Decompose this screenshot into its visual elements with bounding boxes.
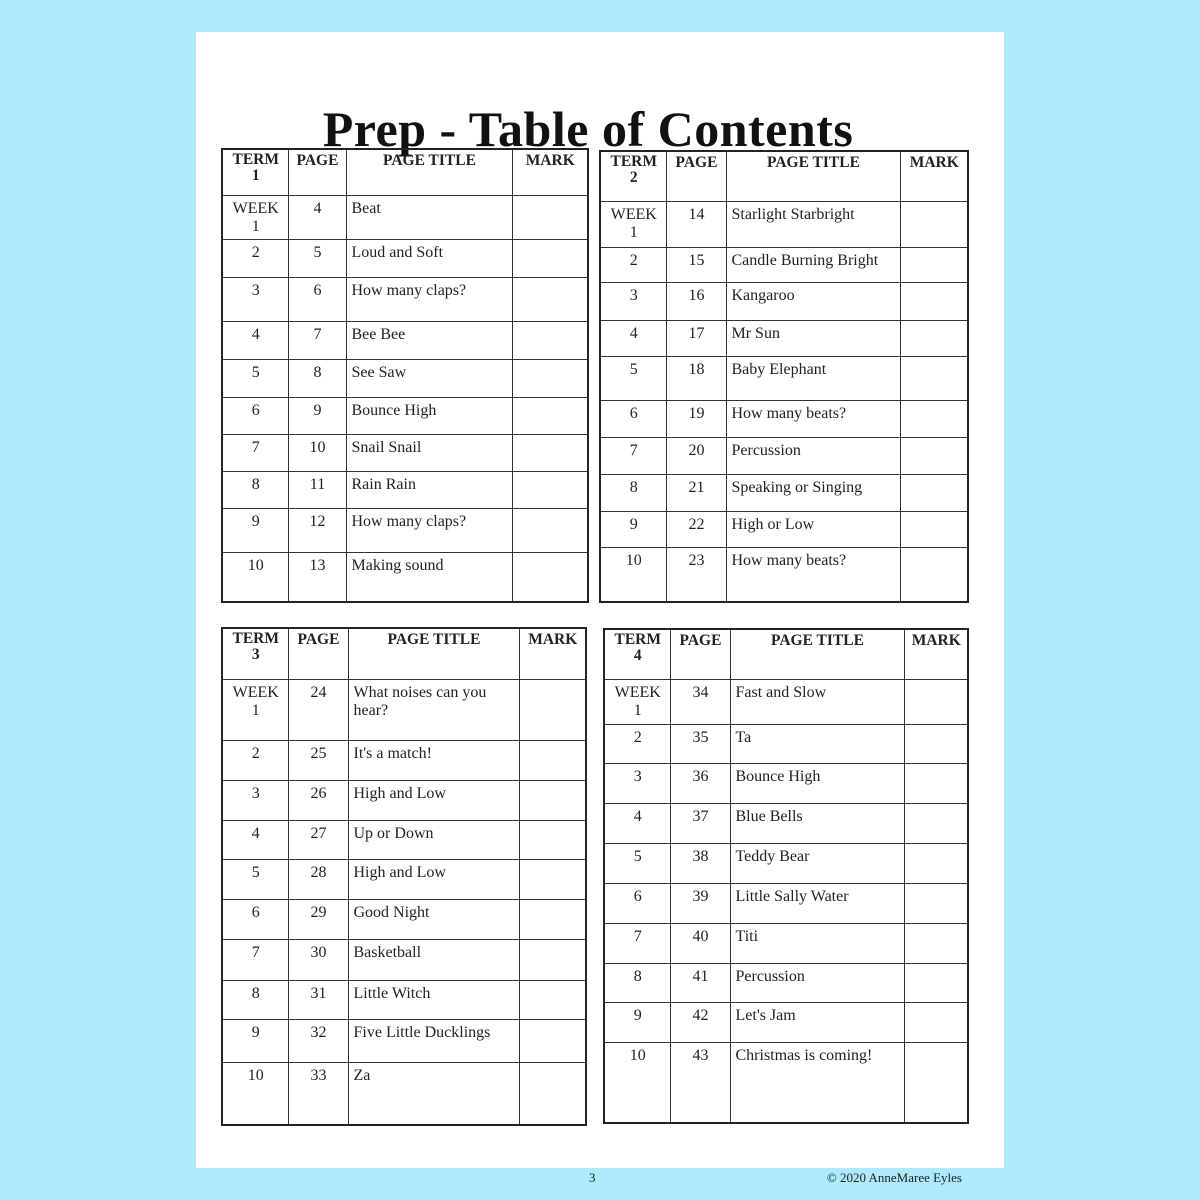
week-cell: 3 <box>222 277 288 321</box>
page-cell: 9 <box>288 397 346 434</box>
page-cell: 5 <box>288 239 346 277</box>
week-cell: 6 <box>222 899 288 939</box>
title-cell: Percussion <box>730 963 904 1002</box>
mark-cell <box>900 320 968 356</box>
week-cell: 10 <box>222 552 288 602</box>
mark-cell <box>519 899 586 939</box>
page-cell: 31 <box>288 980 348 1019</box>
week-cell: WEEK 1 <box>222 195 288 239</box>
mark-cell <box>900 511 968 547</box>
page-cell: 12 <box>288 508 346 552</box>
mark-cell <box>519 980 586 1019</box>
page-cell: 19 <box>666 400 726 437</box>
page-cell: 26 <box>288 780 348 820</box>
page-cell: 8 <box>288 359 346 397</box>
mark-cell <box>512 508 588 552</box>
page-cell: 24 <box>288 679 348 740</box>
title-cell: Five Little Ducklings <box>348 1019 519 1062</box>
title-cell: It's a match! <box>348 740 519 780</box>
page-cell: 17 <box>666 320 726 356</box>
term-header: TERM 1 <box>222 149 288 195</box>
mark-cell <box>904 1042 968 1123</box>
page-cell: 36 <box>670 763 730 803</box>
page-cell: 35 <box>670 724 730 763</box>
week-cell: WEEK 1 <box>600 201 666 247</box>
title-cell: Beat <box>346 195 512 239</box>
mark-header: MARK <box>519 628 586 679</box>
mark-cell <box>904 724 968 763</box>
title-cell: Percussion <box>726 437 900 474</box>
mark-cell <box>904 763 968 803</box>
mark-cell <box>512 552 588 602</box>
week-cell: 10 <box>222 1062 288 1125</box>
mark-cell <box>904 923 968 963</box>
page-cell: 32 <box>288 1019 348 1062</box>
week-cell: 9 <box>604 1002 670 1042</box>
term-header: TERM 4 <box>604 629 670 679</box>
page-number: 3 <box>589 1170 596 1185</box>
page-cell: 13 <box>288 552 346 602</box>
page-cell: 18 <box>666 356 726 400</box>
mark-cell <box>519 859 586 899</box>
mark-cell <box>900 201 968 247</box>
page-cell: 6 <box>288 277 346 321</box>
mark-header: MARK <box>512 149 588 195</box>
term-header: TERM 3 <box>222 628 288 679</box>
mark-cell <box>519 820 586 859</box>
mark-cell <box>519 679 586 740</box>
title-cell: Basketball <box>348 939 519 980</box>
page-cell: 39 <box>670 883 730 923</box>
week-cell: 10 <box>604 1042 670 1123</box>
mark-cell <box>900 400 968 437</box>
mark-cell <box>900 437 968 474</box>
page-cell: 11 <box>288 471 346 508</box>
mark-cell <box>512 239 588 277</box>
mark-cell <box>519 1062 586 1125</box>
mark-cell <box>900 474 968 511</box>
mark-cell <box>519 1019 586 1062</box>
title-cell: How many beats? <box>726 547 900 602</box>
page-title-header: PAGE TITLE <box>346 149 512 195</box>
title-cell: How many beats? <box>726 400 900 437</box>
title-cell: Little Witch <box>348 980 519 1019</box>
mark-cell <box>904 803 968 843</box>
week-cell: 8 <box>600 474 666 511</box>
mark-cell <box>512 434 588 471</box>
copyright-notice: © 2020 AnneMaree Eyles <box>826 1170 962 1185</box>
term-4-table <box>603 628 969 1124</box>
week-cell: 8 <box>604 963 670 1002</box>
page-header: PAGE <box>288 149 346 195</box>
term-3-table <box>221 627 587 1126</box>
title-cell: Up or Down <box>348 820 519 859</box>
week-cell: 3 <box>604 763 670 803</box>
mark-cell <box>900 247 968 282</box>
week-cell: 2 <box>600 247 666 282</box>
title-cell: What noises can you hear? <box>348 679 519 740</box>
mark-cell <box>512 277 588 321</box>
mark-cell <box>512 195 588 239</box>
week-cell: 7 <box>222 434 288 471</box>
mark-cell <box>904 883 968 923</box>
week-cell: 7 <box>222 939 288 980</box>
page-cell: 4 <box>288 195 346 239</box>
page-cell: 28 <box>288 859 348 899</box>
title-cell: How many claps? <box>346 508 512 552</box>
title-cell: Teddy Bear <box>730 843 904 883</box>
page-title: Prep - Table of Contents <box>322 101 854 157</box>
week-cell: 4 <box>604 803 670 843</box>
mark-cell <box>519 939 586 980</box>
page-cell: 29 <box>288 899 348 939</box>
page-cell: 27 <box>288 820 348 859</box>
title-cell: Ta <box>730 724 904 763</box>
title-cell: Making sound <box>346 552 512 602</box>
title-cell: Let's Jam <box>730 1002 904 1042</box>
page-cell: 14 <box>666 201 726 247</box>
term-header: TERM 2 <box>600 151 666 201</box>
week-cell: 6 <box>600 400 666 437</box>
week-cell: 5 <box>600 356 666 400</box>
mark-cell <box>519 780 586 820</box>
week-cell: 7 <box>604 923 670 963</box>
week-cell: 3 <box>600 282 666 320</box>
title-cell: Bee Bee <box>346 321 512 359</box>
title-cell: Fast and Slow <box>730 679 904 724</box>
title-cell: Bounce High <box>730 763 904 803</box>
title-cell: Za <box>348 1062 519 1125</box>
week-cell: 5 <box>222 859 288 899</box>
week-cell: 5 <box>604 843 670 883</box>
page-title-header: PAGE TITLE <box>726 151 900 201</box>
page-cell: 37 <box>670 803 730 843</box>
page-cell: 41 <box>670 963 730 1002</box>
mark-cell <box>512 321 588 359</box>
title-cell: Rain Rain <box>346 471 512 508</box>
page-header: PAGE <box>670 629 730 679</box>
title-cell: Good Night <box>348 899 519 939</box>
week-cell: 4 <box>600 320 666 356</box>
page-cell: 38 <box>670 843 730 883</box>
week-cell: 9 <box>222 1019 288 1062</box>
title-cell: Starlight Starbright <box>726 201 900 247</box>
title-cell: Snail Snail <box>346 434 512 471</box>
title-cell: High or Low <box>726 511 900 547</box>
title-cell: Titi <box>730 923 904 963</box>
title-cell: Kangaroo <box>726 282 900 320</box>
page-cell: 40 <box>670 923 730 963</box>
week-cell: 9 <box>600 511 666 547</box>
title-cell: Mr Sun <box>726 320 900 356</box>
page-cell: 21 <box>666 474 726 511</box>
mark-cell <box>519 740 586 780</box>
mark-header: MARK <box>900 151 968 201</box>
title-cell: High and Low <box>348 780 519 820</box>
mark-cell <box>900 547 968 602</box>
week-cell: 2 <box>604 724 670 763</box>
mark-cell <box>512 471 588 508</box>
week-cell: 6 <box>604 883 670 923</box>
page-cell: 43 <box>670 1042 730 1123</box>
mark-cell <box>900 356 968 400</box>
week-cell: 2 <box>222 740 288 780</box>
page-header: PAGE <box>666 151 726 201</box>
page-cell: 22 <box>666 511 726 547</box>
page-cell: 15 <box>666 247 726 282</box>
week-cell: 8 <box>222 980 288 1019</box>
page-title-header: PAGE TITLE <box>730 629 904 679</box>
page-cell: 33 <box>288 1062 348 1125</box>
week-cell: 10 <box>600 547 666 602</box>
title-cell: Loud and Soft <box>346 239 512 277</box>
week-cell: 2 <box>222 239 288 277</box>
page-header: PAGE <box>288 628 348 679</box>
page-cell: 20 <box>666 437 726 474</box>
document-page <box>196 32 1004 1185</box>
mark-cell <box>904 843 968 883</box>
mark-cell <box>512 359 588 397</box>
page-cell: 10 <box>288 434 346 471</box>
page-cell: 30 <box>288 939 348 980</box>
mark-cell <box>904 963 968 1002</box>
week-cell: 8 <box>222 471 288 508</box>
week-cell: 4 <box>222 820 288 859</box>
week-cell: WEEK 1 <box>222 679 288 740</box>
title-cell: See Saw <box>346 359 512 397</box>
week-cell: WEEK 1 <box>604 679 670 724</box>
page-cell: 42 <box>670 1002 730 1042</box>
page-title-header: PAGE TITLE <box>348 628 519 679</box>
term-1-table <box>221 148 589 603</box>
title-cell: How many claps? <box>346 277 512 321</box>
page-cell: 7 <box>288 321 346 359</box>
title-cell: Speaking or Singing <box>726 474 900 511</box>
week-cell: 7 <box>600 437 666 474</box>
week-cell: 9 <box>222 508 288 552</box>
title-cell: Christmas is coming! <box>730 1042 904 1123</box>
title-cell: Bounce High <box>346 397 512 434</box>
mark-cell <box>904 679 968 724</box>
page-cell: 23 <box>666 547 726 602</box>
title-cell: Baby Elephant <box>726 356 900 400</box>
mark-header: MARK <box>904 629 968 679</box>
page-cell: 25 <box>288 740 348 780</box>
mark-cell <box>512 397 588 434</box>
title-cell: Candle Burning Bright <box>726 247 900 282</box>
week-cell: 3 <box>222 780 288 820</box>
page-cell: 16 <box>666 282 726 320</box>
mark-cell <box>904 1002 968 1042</box>
week-cell: 5 <box>222 359 288 397</box>
page-cell: 34 <box>670 679 730 724</box>
mark-cell <box>900 282 968 320</box>
title-cell: Blue Bells <box>730 803 904 843</box>
week-cell: 6 <box>222 397 288 434</box>
title-cell: Little Sally Water <box>730 883 904 923</box>
term-2-table <box>599 150 969 603</box>
title-cell: High and Low <box>348 859 519 899</box>
week-cell: 4 <box>222 321 288 359</box>
